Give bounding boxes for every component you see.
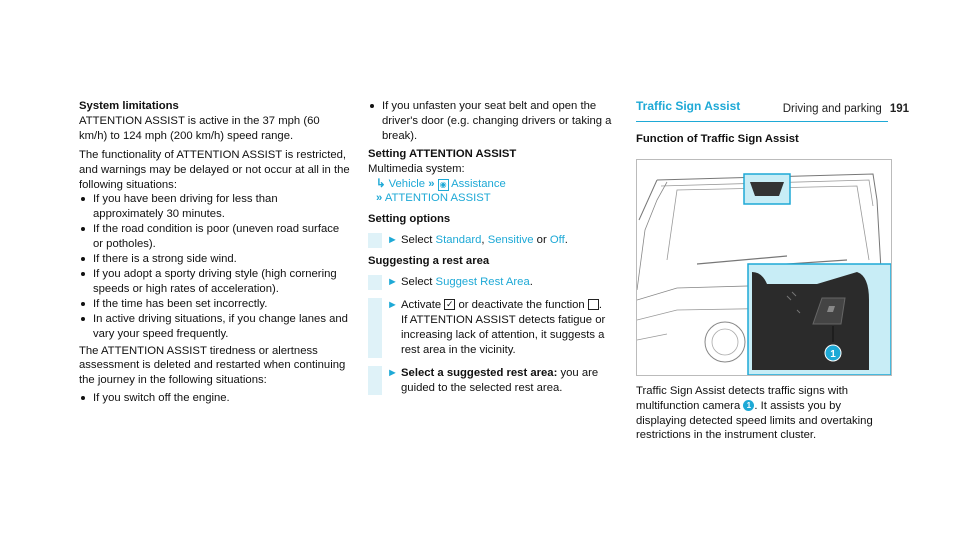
car-icon: ◉ <box>439 179 447 189</box>
rest-heading: Suggesting a rest area <box>368 255 490 268</box>
system-limitations-heading: System limitations <box>79 100 179 112</box>
activate-prefix: Activate <box>401 298 442 311</box>
system-label: Multimedia system: <box>368 162 465 175</box>
functionality-text: The functionality of ATTENTION ASSIST is restricted, and warnings may be delayed or not occur at all in the following situations: <box>79 148 350 191</box>
page-number: 191 <box>889 103 909 115</box>
windshield-illustration <box>636 159 892 376</box>
menu-item-assistance[interactable]: Assistance <box>451 177 506 190</box>
step-arrow-icon: ► <box>387 366 398 379</box>
step-select-rest-text: Select <box>401 276 433 289</box>
assessment-text: The ATTENTION ASSIST tiredness or alertness assessment is deleted and restarted when continuing the journey in the following situations: <box>79 344 346 387</box>
list-item: In active driving situations, if you change lanes and vary your speed frequently. <box>79 312 351 342</box>
suggested-rest-text: you are guided to the selected rest area. <box>401 366 599 394</box>
option-or-text: or <box>536 234 547 247</box>
checkbox-checked-icon[interactable]: ✓ <box>446 299 454 310</box>
list-item: If you adopt a sporty driving style (high cornering speeds or high rates of acceleration). <box>79 267 351 297</box>
list-item: If you have been driving for less than approximately 30 minutes. <box>79 192 351 222</box>
setting-heading: Setting ATTENTION ASSIST <box>368 147 517 160</box>
column-middle <box>368 99 614 399</box>
return-arrow-icon: ↳ <box>376 177 386 190</box>
step-arrow-icon: ► <box>387 298 398 311</box>
car-interior-drawing <box>637 160 891 375</box>
traffic-sign-description: Traffic Sign Assist detects traffic signs with multifunction camera 1 . It assists you by displaying detected speed limits and overtaking restrictions in the instrument cluster. <box>636 384 873 442</box>
checkbox-empty-icon[interactable] <box>588 299 599 310</box>
restart-list-continued <box>368 99 614 144</box>
column-right <box>636 99 888 443</box>
menu-path <box>368 177 614 192</box>
step-suggested-rest <box>368 366 614 396</box>
option-sensitive[interactable]: Sensitive <box>487 234 534 247</box>
limitations-list <box>79 192 351 341</box>
list-item: If you unfasten your seat belt and open the driver's door (e.g. changing drivers or taking a break). <box>368 99 614 144</box>
double-chevron-icon: » <box>376 192 383 205</box>
list-item: If the road condition is poor (uneven road surface or potholes). <box>79 222 351 252</box>
callout-badge: 1 <box>743 400 754 411</box>
list-item: If there is a strong side wind. <box>79 252 351 267</box>
step-arrow-icon: ► <box>387 276 398 289</box>
restart-list <box>79 391 351 406</box>
intro-text: ATTENTION ASSIST is active in the 37 mph (60 km/h) to 124 mph (200 km/h) speed range. <box>79 114 320 142</box>
step-select-rest: ► Select Suggest Rest Area. <box>368 275 614 290</box>
section-title: Traffic Sign Assist <box>636 99 888 122</box>
list-item: If the time has been set incorrectly. <box>79 297 351 312</box>
suggested-rest-bold: Select a suggested rest area: <box>401 366 558 379</box>
menu-path-line2 <box>368 191 614 206</box>
callout-number: 1 <box>830 348 836 360</box>
step-select-option: ► Select Standard, Sensitive or Off. <box>368 233 614 248</box>
activate-mid: or deactivate the function <box>458 298 585 311</box>
option-standard[interactable]: Standard <box>435 234 482 247</box>
step-arrow-icon: ► <box>387 234 398 247</box>
step-activate: ► Activate ✓ or deactivate the function . If ATTENTION ASSIST detects fatigue or increasing lack of attention, it suggests a rest area in the vicinity. <box>368 298 614 358</box>
column-left <box>79 99 351 406</box>
suggest-rest-area-link[interactable]: Suggest Rest Area <box>435 276 530 289</box>
section-name: Driving and parking <box>782 103 882 115</box>
menu-item-attention-assist[interactable]: ATTENTION ASSIST <box>384 192 491 205</box>
activate-description: If ATTENTION ASSIST detects fatigue or increasing lack of attention, it suggests a rest area in the vicinity. <box>401 313 606 356</box>
menu-item-vehicle[interactable]: Vehicle <box>388 177 426 190</box>
option-off[interactable]: Off <box>549 234 565 247</box>
list-item: If you switch off the engine. <box>79 391 351 406</box>
double-chevron-icon: » <box>428 177 435 190</box>
options-heading: Setting options <box>368 213 451 226</box>
function-subtitle: Function of Traffic Sign Assist <box>636 132 799 145</box>
step-select-text: Select <box>401 234 433 247</box>
